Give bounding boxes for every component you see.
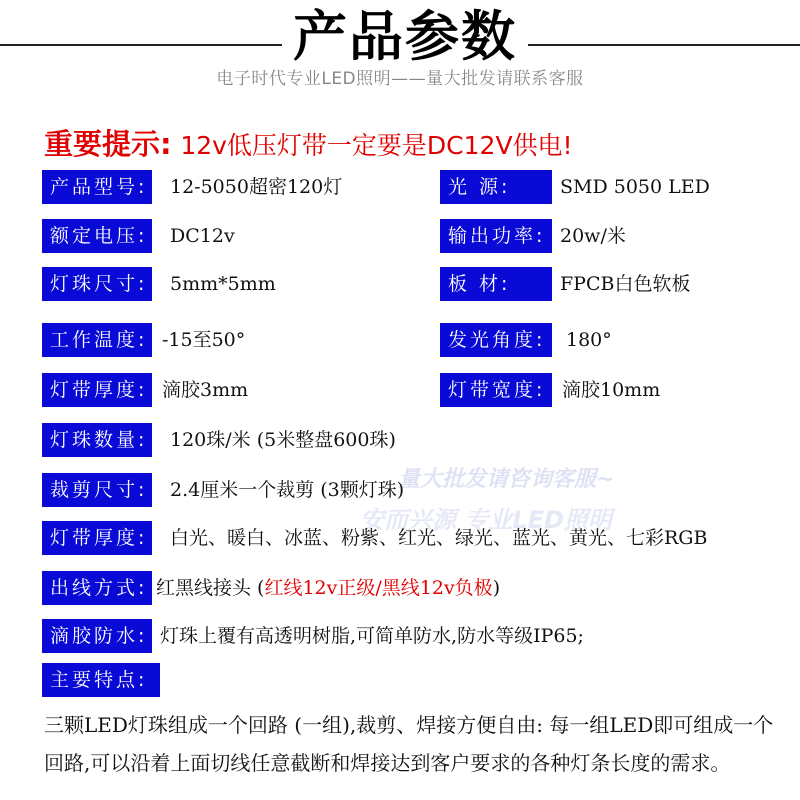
thickness-value: 滴胶3mm	[162, 379, 249, 401]
angle-value: 180°	[566, 329, 612, 351]
features-label: 主要特点:	[42, 663, 160, 697]
thickness-label: 灯带厚度:	[42, 373, 152, 407]
bead-size-label: 灯珠尺寸:	[42, 267, 152, 301]
power-label: 输出功率:	[440, 219, 552, 253]
board-value: FPCB白色软板	[560, 273, 691, 295]
count-value: 120珠/米 (5米整盘600珠)	[170, 429, 396, 451]
voltage-label: 额定电压:	[42, 219, 152, 253]
model-value: 12-5050超密120灯	[170, 176, 343, 198]
watermark-line2: 安而兴源 专业LED照明	[360, 506, 612, 534]
wire-value-plain: 红黑线接头 (	[156, 577, 265, 599]
width-value: 滴胶10mm	[562, 379, 661, 401]
wire-label: 出线方式:	[42, 571, 152, 605]
width-label: 灯带宽度:	[440, 373, 552, 407]
wire-value-red: 红线12v正级/黑线12v负极	[264, 577, 493, 599]
source-label: 光 源:	[440, 170, 552, 204]
important-notice	[44, 122, 573, 163]
color-value: 白光、暖白、冰蓝、粉紫、红光、绿光、蓝光、黄光、七彩RGB	[170, 527, 708, 549]
features-paragraph: 三颗LED灯珠组成一个回路 (一组),裁剪、焊接方便自由: 每一组LED即可组成一个回路,可以沿着上面切线任意截断和焊接达到客户要求的各种灯条长度的需求。	[44, 713, 774, 775]
voltage-value: DC12v	[170, 225, 235, 247]
power-value: 20w/米	[560, 225, 626, 247]
color-label: 灯带厚度:	[42, 521, 152, 555]
cut-label: 裁剪尺寸:	[42, 473, 152, 507]
bead-size-value: 5mm*5mm	[170, 273, 276, 295]
waterproof-value: 灯珠上覆有高透明树脂,可简单防水,防水等级IP65;	[160, 625, 584, 647]
waterproof-label: 滴胶防水:	[42, 619, 152, 653]
watermark-line1: 量大批发请咨询客服~	[398, 467, 615, 492]
source-value: SMD 5050 LED	[560, 176, 710, 198]
angle-label: 发光角度:	[440, 323, 552, 357]
temp-label: 工作温度:	[42, 323, 152, 357]
wire-value-end: )	[492, 577, 501, 599]
wire-value	[156, 571, 500, 605]
notice-lead: 重要提示:	[44, 127, 172, 161]
page-subtitle: 电子时代专业LED照明——量大批发请联系客服	[216, 69, 584, 89]
board-label: 板 材:	[440, 267, 552, 301]
model-label: 产品型号:	[42, 170, 152, 204]
cut-value: 2.4厘米一个裁剪 (3颗灯珠)	[170, 479, 405, 501]
count-label: 灯珠数量:	[42, 423, 152, 457]
title-divider-right	[528, 44, 800, 46]
title-divider-left	[0, 44, 282, 46]
page-title: 产品参数	[293, 5, 517, 68]
temp-value: -15至50°	[162, 329, 246, 351]
notice-body: 12v低压灯带一定要是DC12V供电!	[180, 131, 573, 160]
